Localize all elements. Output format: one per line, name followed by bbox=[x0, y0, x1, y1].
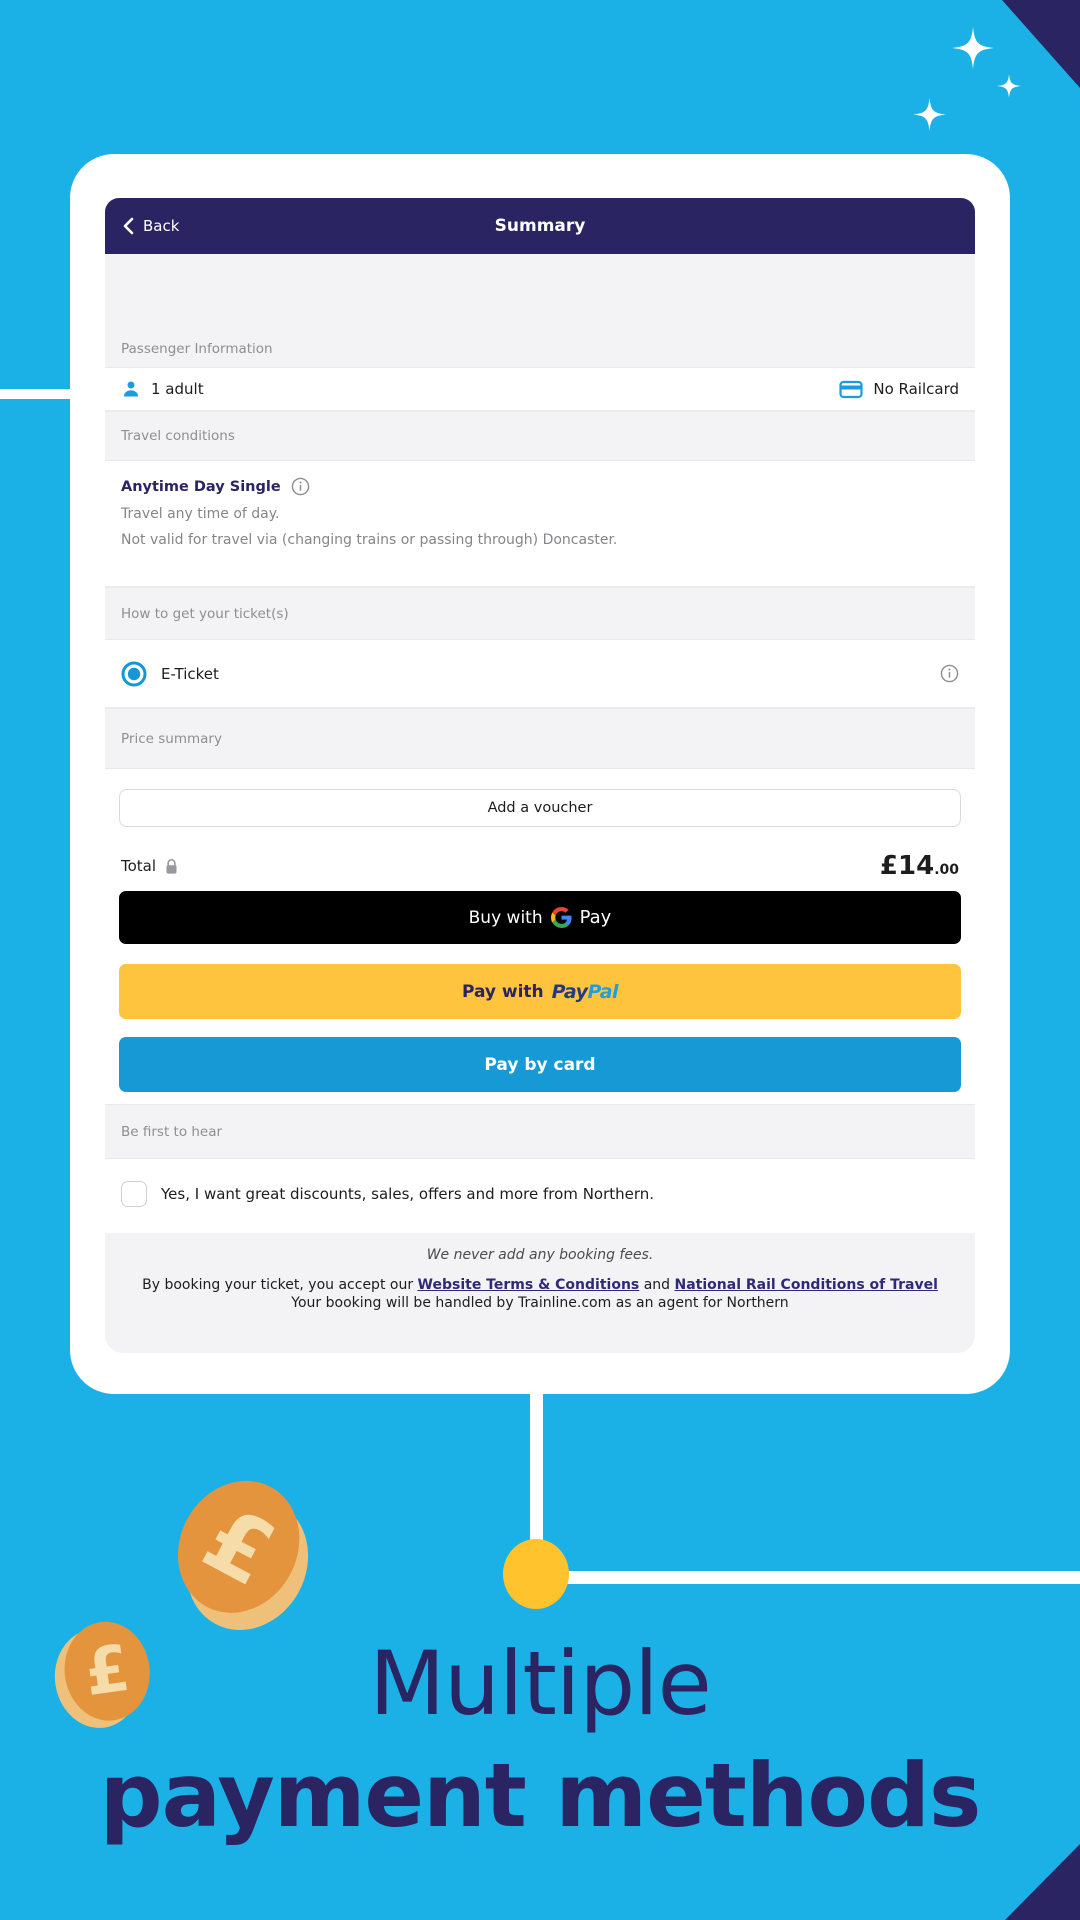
section-passenger-information bbox=[105, 254, 975, 368]
highlight-dot bbox=[503, 1539, 569, 1609]
sparkle-icon bbox=[952, 27, 994, 69]
total-row bbox=[119, 851, 961, 881]
national-rail-conditions-link[interactable]: National Rail Conditions of Travel bbox=[674, 1277, 938, 1293]
pay-by-card-button[interactable] bbox=[119, 1037, 961, 1092]
section-ticket-delivery bbox=[105, 587, 975, 640]
total-label: Total bbox=[121, 857, 157, 875]
section-label: Be first to hear bbox=[121, 1123, 223, 1140]
sparkle-icon bbox=[997, 74, 1021, 98]
no-fees-note: We never add any booking fees. bbox=[426, 1247, 654, 1263]
person-icon bbox=[121, 379, 141, 399]
section-label: Passenger Information bbox=[121, 341, 273, 357]
page-title: Summary bbox=[494, 216, 586, 236]
section-be-first-to-hear bbox=[105, 1104, 975, 1159]
add-voucher-button[interactable] bbox=[119, 789, 961, 827]
back-button[interactable] bbox=[121, 217, 179, 235]
railcard-value: No Railcard bbox=[873, 380, 959, 398]
marketing-optin-row bbox=[105, 1159, 975, 1229]
booking-footer bbox=[105, 1233, 975, 1353]
gpay-brand: Pay bbox=[579, 907, 612, 928]
section-label: How to get your ticket(s) bbox=[121, 605, 289, 622]
ticket-condition-line: Travel any time of day. bbox=[121, 506, 280, 522]
info-icon[interactable] bbox=[940, 664, 959, 683]
agent-note: Your booking will be handled by Trainline.com as an agent for Northern bbox=[291, 1295, 789, 1311]
info-icon[interactable] bbox=[291, 477, 310, 496]
paypal-prefix: Pay with bbox=[461, 981, 544, 1002]
radio-selected-icon[interactable] bbox=[121, 661, 147, 687]
app-screen-card bbox=[70, 154, 1010, 1394]
travel-conditions-detail bbox=[105, 461, 975, 587]
optin-checkbox[interactable] bbox=[121, 1181, 147, 1207]
marketing-line-1: Multiple bbox=[369, 1632, 711, 1735]
eticket-option-row[interactable] bbox=[105, 640, 975, 708]
ticket-type: Anytime Day Single bbox=[121, 478, 281, 495]
pay-by-card-label: Pay by card bbox=[484, 1054, 596, 1075]
chevron-left-icon bbox=[121, 217, 135, 235]
google-g-icon bbox=[551, 907, 572, 928]
adult-cell bbox=[121, 379, 204, 399]
marketing-line-2: payment methods bbox=[99, 1744, 981, 1847]
terms-line: By booking your ticket, you accept our Website Terms & Conditions and National Rail Conditions of Travel bbox=[142, 1277, 938, 1293]
pound-coin-icon bbox=[163, 1475, 321, 1633]
svg-text:£: £ bbox=[187, 1486, 291, 1607]
optin-label: Yes, I want great discounts, sales, offers and more from Northern. bbox=[161, 1185, 655, 1203]
website-terms-link[interactable]: Website Terms & Conditions bbox=[417, 1277, 640, 1293]
railcard-icon bbox=[839, 380, 863, 399]
paypal-logo: PayPal bbox=[551, 980, 619, 1003]
add-voucher-label: Add a voucher bbox=[487, 800, 593, 816]
marketing-caption bbox=[0, 1628, 1080, 1852]
paypal-button[interactable] bbox=[119, 964, 961, 1019]
google-pay-button[interactable] bbox=[119, 891, 961, 944]
corner-triangle-bottom-right bbox=[1005, 1844, 1080, 1920]
section-travel-conditions bbox=[105, 411, 975, 461]
price-block bbox=[105, 769, 975, 1104]
section-label: Price summary bbox=[121, 730, 222, 747]
ticket-condition-line: Not valid for travel via (changing trains or passing through) Doncaster. bbox=[121, 532, 618, 548]
adult-count: 1 adult bbox=[151, 380, 204, 398]
passenger-row bbox=[105, 368, 975, 411]
connector-line-horizontal bbox=[556, 1571, 1080, 1584]
pointer-line-left bbox=[0, 389, 70, 399]
gpay-prefix: Buy with bbox=[468, 907, 543, 928]
railcard-cell bbox=[839, 380, 959, 399]
connector-line-vertical bbox=[530, 1392, 543, 1558]
back-label: Back bbox=[143, 217, 180, 235]
eticket-label: E-Ticket bbox=[161, 664, 219, 683]
svg-text:£: £ bbox=[80, 1631, 135, 1712]
section-label: Travel conditions bbox=[121, 428, 235, 444]
nav-bar bbox=[105, 198, 975, 254]
total-amount: £14.00 bbox=[879, 851, 959, 881]
lock-icon bbox=[164, 858, 179, 875]
sparkle-icon bbox=[913, 98, 946, 131]
section-price-summary bbox=[105, 708, 975, 769]
